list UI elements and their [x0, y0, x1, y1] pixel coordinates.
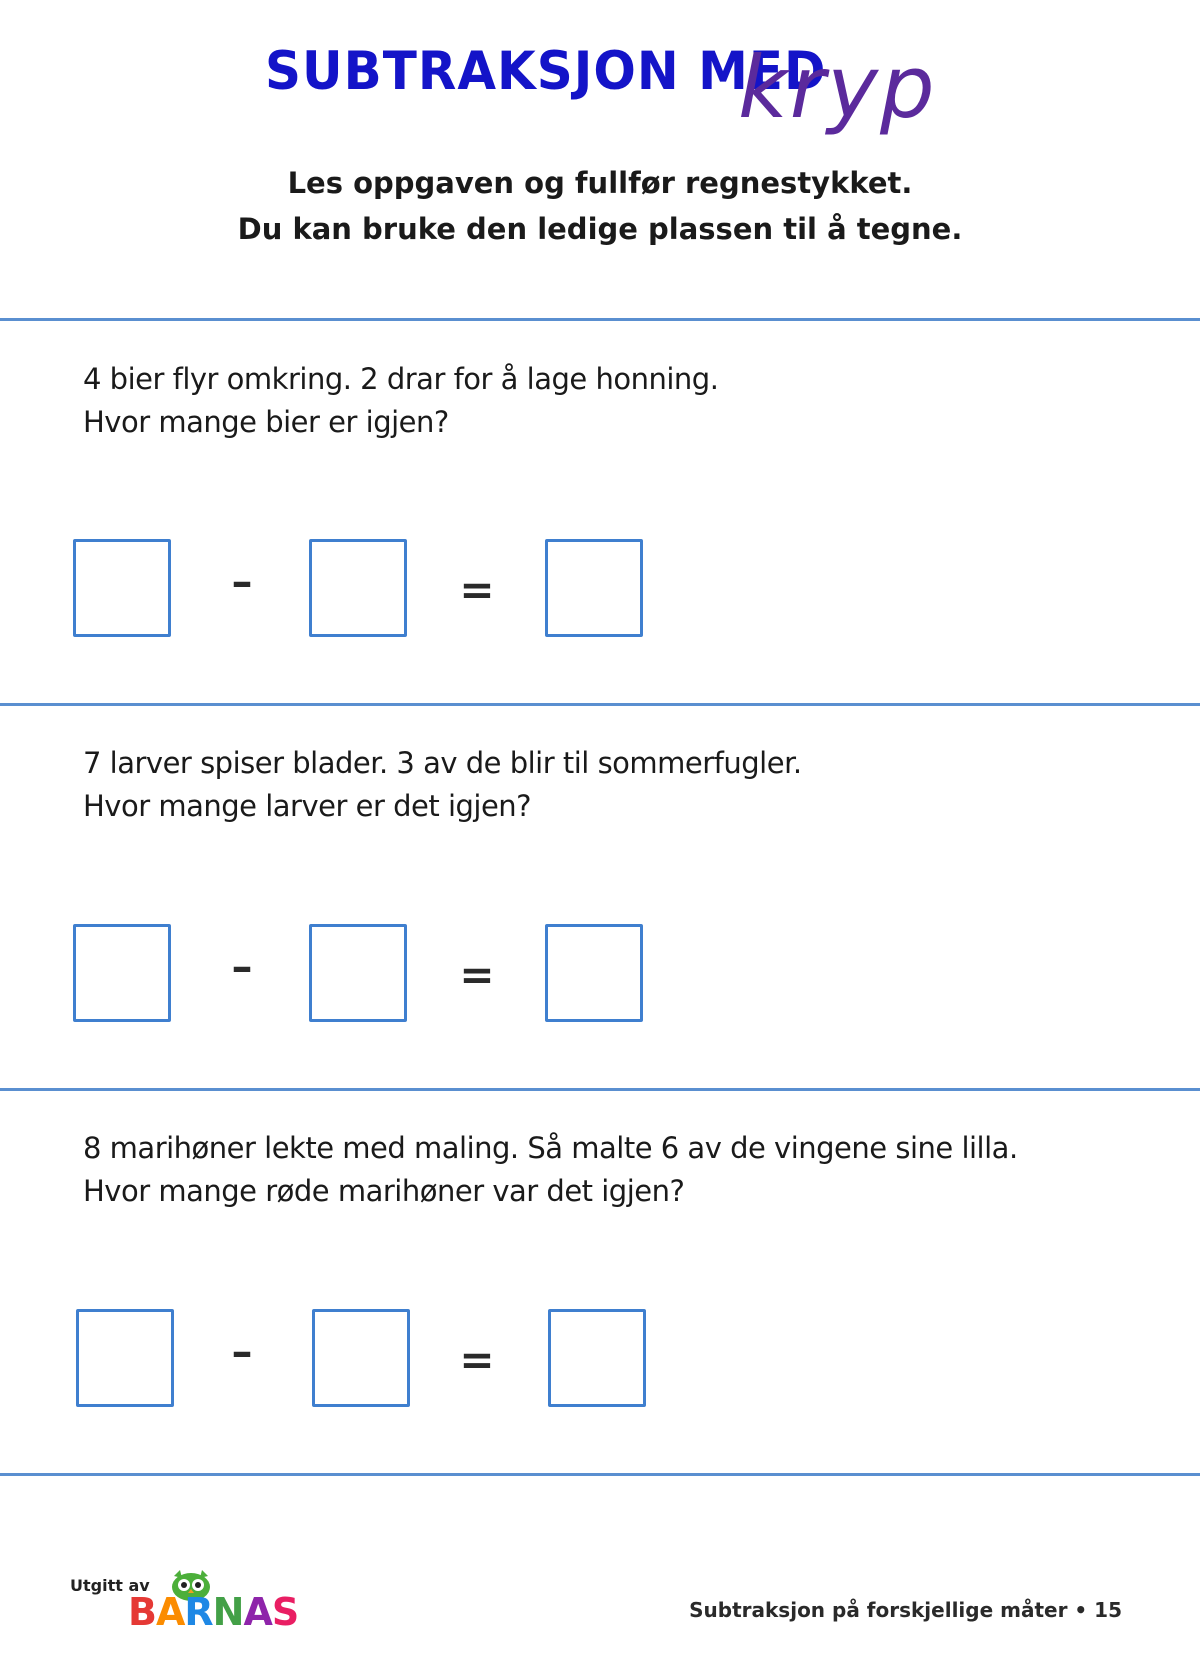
minus-sign: – [231, 942, 253, 991]
answer-box-difference[interactable] [548, 1309, 646, 1407]
page-footer-label: Subtraksjon på forskjellige måter • 15 [689, 1598, 1122, 1622]
problem-2-line-1: 7 larver spiser blader. 3 av de blir til sommerfugler. [83, 746, 802, 780]
equals-sign: = [459, 565, 495, 614]
answer-box-minuend[interactable] [73, 924, 171, 1022]
problem-1-line-1: 4 bier flyr omkring. 2 drar for å lage honning. [83, 362, 719, 396]
answer-box-minuend[interactable] [76, 1309, 174, 1407]
answer-box-subtrahend[interactable] [312, 1309, 410, 1407]
divider [0, 1473, 1200, 1476]
problem-3-line-1: 8 marihøner lekte med maling. Så malte 6 av de vingene sine lilla. [83, 1131, 1018, 1165]
minus-sign: – [231, 1327, 253, 1376]
equals-sign: = [459, 1335, 495, 1384]
title-accent: kryp [738, 38, 937, 138]
answer-box-subtrahend[interactable] [309, 924, 407, 1022]
answer-box-minuend[interactable] [73, 539, 171, 637]
divider [0, 703, 1200, 706]
worksheet-title [0, 40, 1200, 160]
publisher-prefix: Utgitt av [70, 1576, 150, 1595]
title-main: SUBTRAKSJON MED [265, 40, 827, 102]
instruction-line-1: Les oppgaven og fullfør regnestykket. [287, 166, 913, 200]
publisher-brand: BARNAS [128, 1590, 299, 1634]
problem-1-line-2: Hvor mange bier er igjen? [83, 405, 449, 439]
problem-1-text [83, 358, 718, 444]
problem-3-text [83, 1127, 1018, 1213]
publisher-logo [70, 1568, 299, 1638]
answer-box-subtrahend[interactable] [309, 539, 407, 637]
problem-2-line-2: Hvor mange larver er det igjen? [83, 789, 532, 823]
equals-sign: = [459, 950, 495, 999]
minus-sign: – [231, 557, 253, 606]
problem-3-line-2: Hvor mange røde marihøner var det igjen? [83, 1174, 685, 1208]
divider [0, 318, 1200, 321]
instruction-line-2: Du kan bruke den ledige plassen til å tegne. [237, 212, 963, 246]
answer-box-difference[interactable] [545, 924, 643, 1022]
instructions [0, 160, 1200, 252]
problem-2-text [83, 742, 802, 828]
answer-box-difference[interactable] [545, 539, 643, 637]
divider [0, 1088, 1200, 1091]
